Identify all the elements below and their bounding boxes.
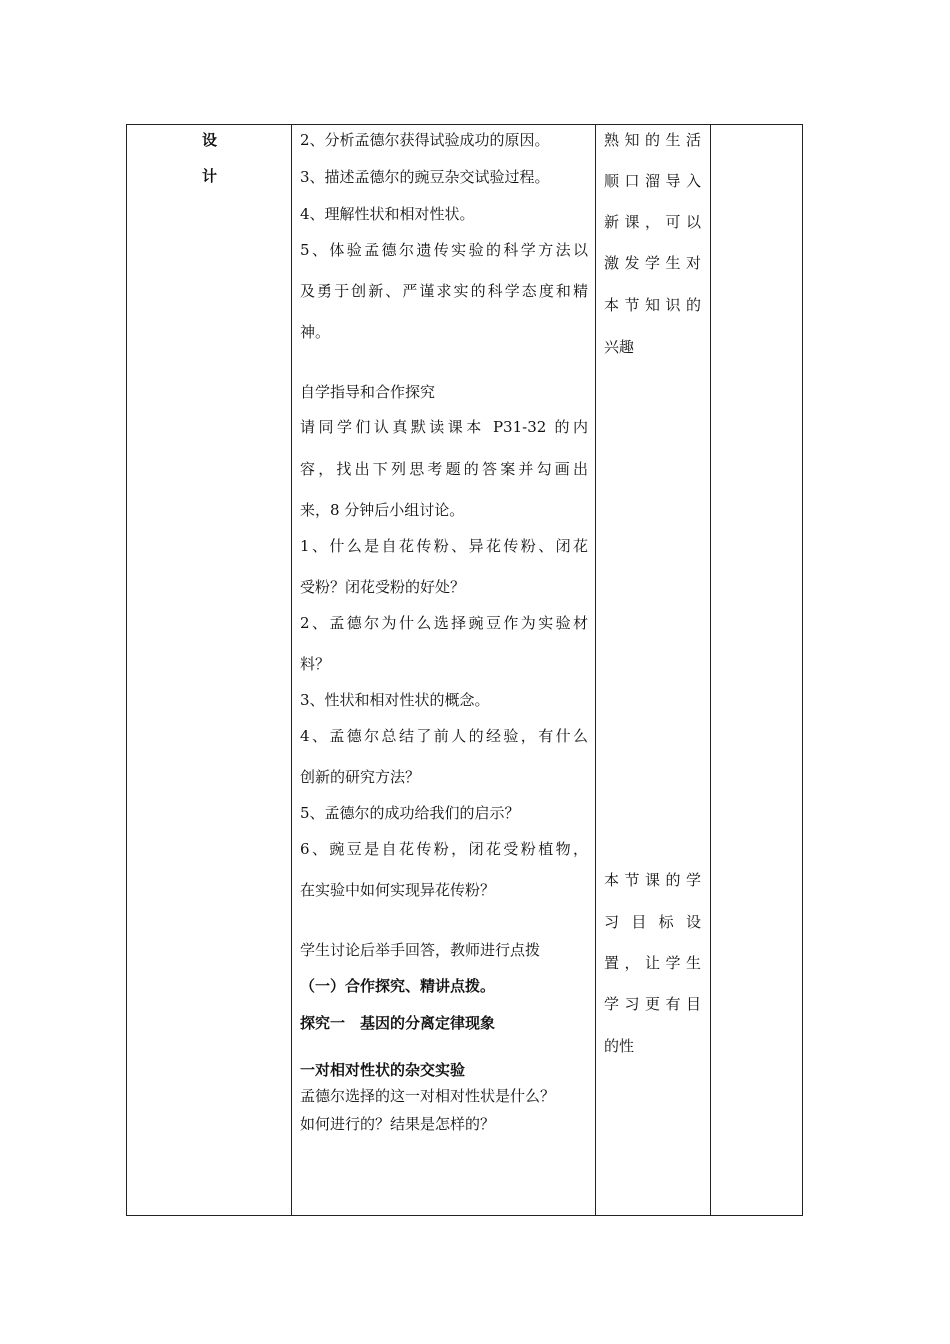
note-line: 熟知的生活 bbox=[604, 131, 701, 149]
content-line: 3、描述孟德尔的豌豆杂交试验过程。 bbox=[300, 168, 550, 186]
content-line: 料？ bbox=[300, 655, 331, 673]
bold-heading: 一对相对性状的杂交实验 bbox=[300, 1061, 466, 1079]
bold-heading: （一）合作探究、精讲点拨。 bbox=[300, 977, 496, 995]
content-line: 受粉？闭花受粉的好处？ bbox=[300, 578, 466, 596]
content-line: 5、孟德尔的成功给我们的启示？ bbox=[300, 804, 520, 822]
column-divider-2 bbox=[595, 125, 596, 1215]
column-divider-3 bbox=[710, 125, 711, 1215]
content-line: 学生讨论后举手回答，教师进行点拨 bbox=[300, 941, 541, 959]
column-divider-1 bbox=[291, 125, 292, 1215]
content-line: 1、什么是自花传粉、异花传粉、闭花 bbox=[300, 537, 588, 555]
bold-heading: 探究一 基因的分离定律现象 bbox=[300, 1014, 496, 1032]
note-line: 顺口溜导入 bbox=[604, 172, 701, 190]
content-line: 神。 bbox=[300, 323, 331, 341]
content-line: 2、孟德尔为什么选择豌豆作为实验材 bbox=[300, 614, 588, 632]
content-line: 请同学们认真默读课本 P31-32 的内 bbox=[300, 418, 588, 436]
content-line: 容，找出下列思考题的答案并勾画出 bbox=[300, 460, 588, 478]
side-label-char-1: 设 bbox=[202, 131, 218, 149]
content-line: 4、孟德尔总结了前人的经验，有什么 bbox=[300, 727, 588, 745]
note-line: 本节课的学 bbox=[604, 871, 701, 889]
note-line: 置，让学生 bbox=[604, 954, 701, 972]
note-line: 学习更有目 bbox=[604, 995, 701, 1013]
content-line: 4、理解性状和相对性状。 bbox=[300, 205, 475, 223]
content-line: 5、体验孟德尔遗传实验的科学方法以 bbox=[300, 241, 588, 259]
note-line: 习目标设 bbox=[604, 913, 701, 931]
content-line: 3、性状和相对性状的概念。 bbox=[300, 691, 490, 709]
note-line: 本节知识的 bbox=[604, 296, 701, 314]
content-line: 2、分析孟德尔获得试验成功的原因。 bbox=[300, 131, 550, 149]
note-line: 的性 bbox=[604, 1037, 635, 1055]
note-line: 兴趣 bbox=[604, 338, 635, 356]
content-line: 在实验中如何实现异花传粉？ bbox=[300, 881, 496, 899]
section-heading: 自学指导和合作探究 bbox=[300, 383, 436, 401]
content-line: 孟德尔选择的这一对相对性状是什么？ bbox=[300, 1087, 556, 1105]
content-line: 来，8 分钟后小组讨论。 bbox=[300, 501, 465, 519]
content-line: 创新的研究方法？ bbox=[300, 768, 421, 786]
content-line: 6、豌豆是自花传粉，闭花受粉植物， bbox=[300, 840, 588, 858]
content-line: 及勇于创新、严谨求实的科学态度和精 bbox=[300, 282, 588, 300]
lesson-table bbox=[126, 124, 803, 1216]
content-line: 如何进行的？结果是怎样的？ bbox=[300, 1115, 496, 1133]
note-line: 激发学生对 bbox=[604, 254, 701, 272]
side-label-char-2: 计 bbox=[202, 167, 218, 185]
note-line: 新课，可以 bbox=[604, 213, 701, 231]
